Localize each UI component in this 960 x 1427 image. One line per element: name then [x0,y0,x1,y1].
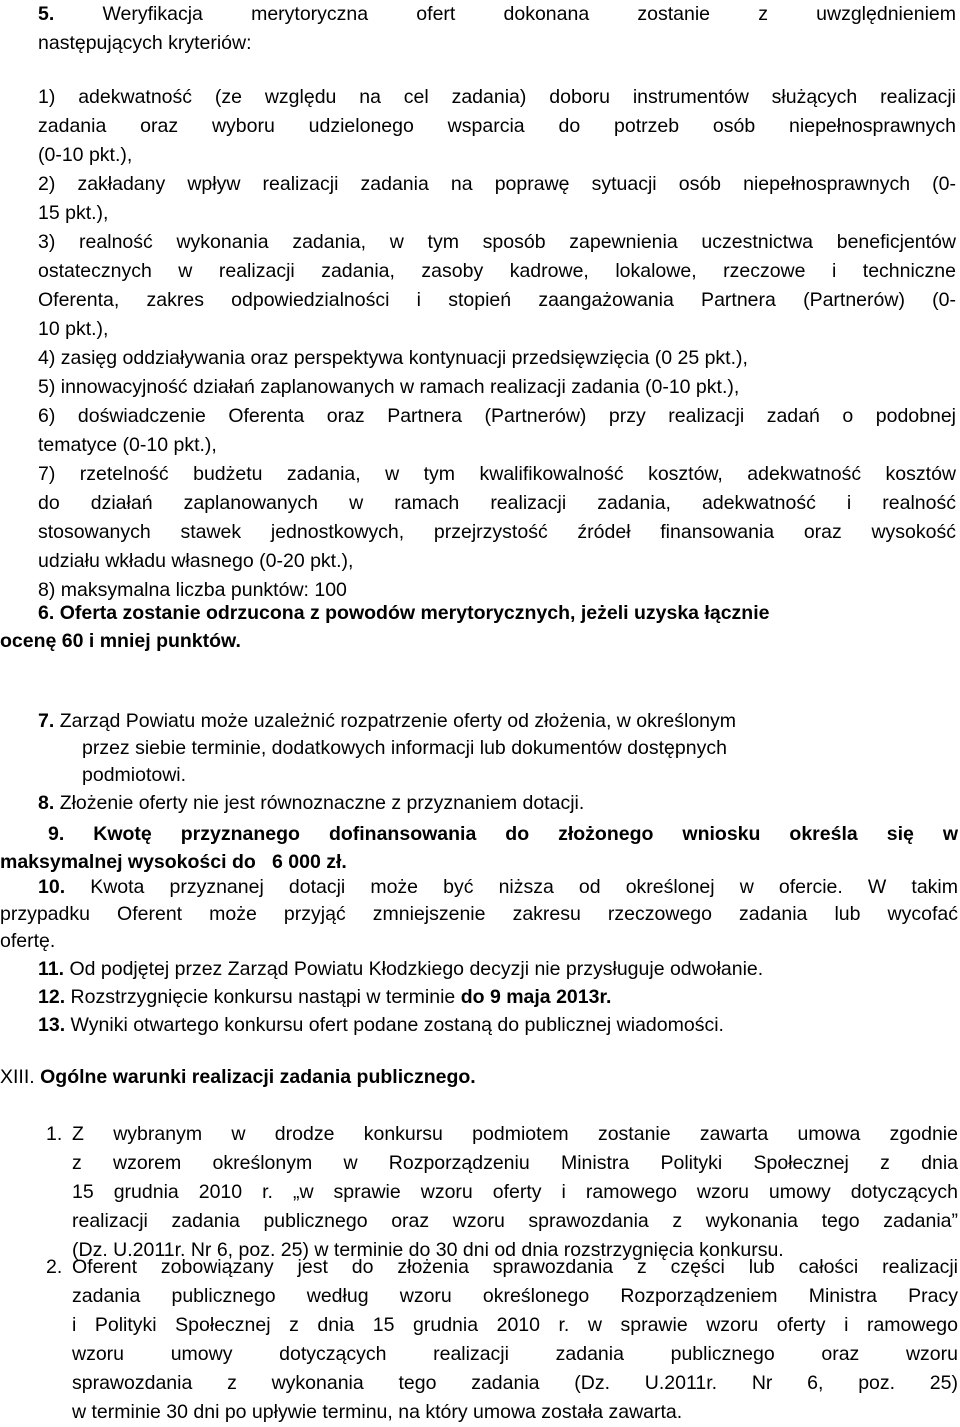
criteria-line: Oferenta, zakres odpowiedzialności i stopień zaangażowania Partnera (Partnerów) (0- [38,289,956,311]
criteria-line: (0-10 pkt.), [38,144,133,166]
criteria-line: udziału wkładu własnego (0-20 pkt.), [38,550,354,572]
section-10-line: Kwota przyznanej dotacji może być niższa od określonej w ofercie. W takim [90,876,958,898]
criteria-line: 5) innowacyjność działań zaplanowanych w ramach realizacji zadania (0-10 pkt.), [38,376,740,398]
criteria-line: 1) adekwatność (ze względu na cel zadania) doboru instrumentów służących realizacji [38,86,956,108]
section-6 [0,599,940,655]
section-13-number: 13. [38,1014,66,1036]
section-10-line: przypadku Oferent może przyjąć zmniejszenie zakresu rzeczowego zadania lub wycofać [0,903,958,925]
section-10-number: 10. [38,876,66,898]
section-8-text: Złożenie oferty nie jest równoznaczne z przyznaniem dotacji. [59,792,585,814]
criteria-list [38,83,956,605]
section-10 [0,874,958,955]
list-item-2-line: wzoru umowy dotyczących realizacji zadania publicznego oraz wzoru [72,1343,958,1365]
section-12 [38,984,938,1011]
list-item-1-number: 1. [46,1123,63,1145]
criteria-line: 4) zasięg oddziaływania oraz perspektywa kontynuacji przedsięwzięcia (0 25 pkt.), [38,347,748,369]
section-11-text: Od podjętej przez Zarząd Powiatu Kłodzkiego decyzji nie przysługuje odwołanie. [69,958,764,980]
section-13-text: Wyniki otwartego konkursu ofert podane zostaną do publicznej wiadomości. [70,1014,724,1036]
criteria-line: tematyce (0-10 pkt.), [38,434,217,456]
criteria-line: 3) realność wykonania zadania, w tym sposób zapewnienia uczestnictwa beneficjentów [38,231,956,253]
criteria-line: 6) doświadczenie Oferenta oraz Partnera (Partnerów) przy realizacji zadań o podobnej [38,405,956,427]
section-6-number: 6. [38,602,55,624]
list-item-2-line: sprawozdania z wykonania tego zadania (Dz. U.2011r. Nr 6, poz. 25) [72,1372,958,1394]
section-9-line: maksymalnej wysokości do 6 000 zł. [0,851,347,873]
criteria-line: ostatecznych w realizacji zadania, zasoby kadrowe, lokalowe, rzeczowe i techniczne [38,260,956,282]
section-5-number: 5. [38,3,55,25]
section-5-line: następujących kryteriów: [38,32,252,54]
section-5 [38,0,956,58]
section-8-number: 8. [38,792,55,814]
list-item-1-line: z wzorem określonym w Rozporządzeniu Ministra Polityki Społecznej z dnia [72,1152,958,1174]
criteria-line: 8) maksymalna liczba punktów: 100 [38,579,347,601]
section-xiii-title: Ogólne warunki realizacji zadania publicznego. [40,1066,476,1088]
section-9 [0,820,958,876]
criteria-line: do działań zaplanowanych w ramach realizacji zadania, adekwatność i realność [38,492,956,514]
section-9-line: Kwotę przyznanego dofinansowania do złożonego wniosku określa się w [93,823,958,845]
section-7-number: 7. [38,710,55,732]
section-11-number: 11. [38,958,65,980]
list-item-2-line: i Polityki Społecznej z dnia 15 grudnia 2010 r. w sprawie wzoru oferty i ramowego [72,1314,958,1336]
section-7-line: Zarząd Powiatu może uzależnić rozpatrzenie oferty od złożenia, w określonym [59,710,736,732]
section-xiii-number: XIII. [0,1066,35,1088]
criteria-line: 15 pkt.), [38,202,109,224]
list-item-2-line: zadania publicznego według wzoru określonego Rozporządzeniem Ministra Pracy [72,1285,958,1307]
list-item-1-line: Z wybranym w drodze konkursu podmiotem zostanie zawarta umowa zgodnie [72,1123,958,1145]
criteria-line: stosowanych stawek jednostkowych, przejrzystość źródeł finansowania oraz wysokość [38,521,956,543]
criteria-line: zadania oraz wyboru udzielonego wsparcia do potrzeb osób niepełnosprawnych [38,115,956,137]
section-12-text: Rozstrzygnięcie konkursu nastąpi w terminie [70,986,456,1008]
list-item-1 [38,1120,958,1265]
section-9-number: 9. [48,823,65,845]
section-7-line: podmiotowi. [82,764,187,786]
section-7 [38,708,938,789]
section-6-line: Oferta zostanie odrzucona z powodów merytorycznych, jeżeli uzyska łącznie [59,602,770,624]
section-5-line: Weryfikacja merytoryczna ofert dokonana zostanie z uwzględnieniem [102,3,956,25]
section-12-date: do 9 maja 2013r. [460,986,612,1008]
section-8 [38,790,938,817]
section-6-line: ocenę 60 i mniej punktów. [0,630,241,652]
criteria-line: 2) zakładany wpływ realizacji zadania na poprawę sytuacji osób niepełnosprawnych (0- [38,173,956,195]
criteria-line: 7) rzetelność budżetu zadania, w tym kwalifikowalność kosztów, adekwatność kosztów [38,463,956,485]
list-item-2 [38,1253,958,1427]
section-11 [38,956,938,983]
list-item-1-line: (Dz. U.2011r. Nr 6, poz. 25) w terminie do 30 dni od dnia rozstrzygnięcia konkursu. [72,1239,784,1261]
criteria-line: 10 pkt.), [38,318,109,340]
list-item-2-line: Oferent zobowiązany jest do złożenia sprawozdania z części lub całości realizacji [72,1256,958,1278]
list-item-2-number: 2. [46,1256,63,1278]
section-xiii-heading [0,1063,900,1092]
section-10-line: ofertę. [0,930,56,952]
list-item-1-line: 15 grudnia 2010 r. „w sprawie wzoru oferty i ramowego wzoru umowy dotyczących [72,1181,958,1203]
list-item-2-line: w terminie 30 dni po upływie terminu, na który umowa została zawarta. [72,1401,683,1423]
section-13 [38,1012,938,1039]
list-item-1-line: realizacji zadania publicznego oraz wzoru sprawozdania z wykonania tego zadania” [72,1210,958,1232]
section-7-line: przez siebie terminie, dodatkowych informacji lub dokumentów dostępnych [82,737,727,759]
section-12-number: 12. [38,986,66,1008]
